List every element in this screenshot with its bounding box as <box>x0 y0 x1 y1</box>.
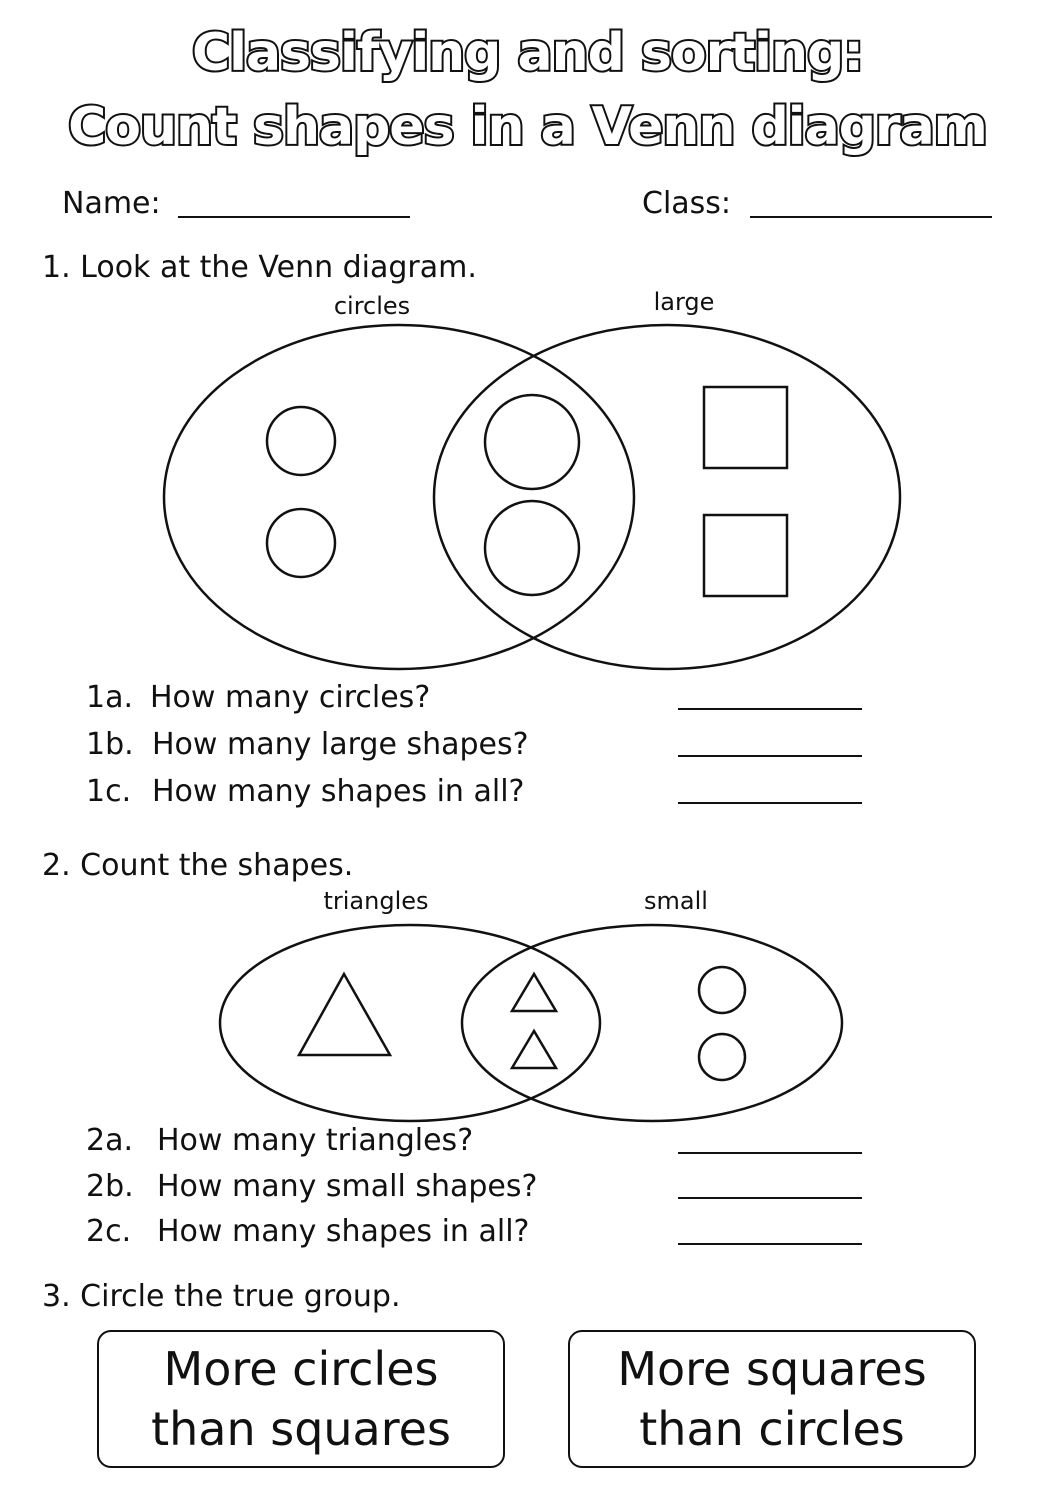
option-a-line1: More circles <box>163 1342 439 1396</box>
venn1-right-set-label: large <box>653 288 715 316</box>
name-label: Name: <box>62 186 161 221</box>
q3-prompt: 3. Circle the true group. <box>42 1279 401 1314</box>
q1b-number: 1b. <box>86 727 134 762</box>
q2a-text: How many triangles? <box>157 1123 474 1158</box>
venn1-large-set <box>434 325 900 669</box>
class-label: Class: <box>642 186 732 221</box>
q2c-number: 2c. <box>86 1214 132 1249</box>
venn2-small-triangle <box>512 974 556 1011</box>
q1a-text: How many circles? <box>150 680 431 715</box>
venn1-small-circle <box>267 509 335 577</box>
venn2-small-set <box>462 925 842 1121</box>
option-b-line2: than circles <box>639 1402 905 1456</box>
q2b-answer-line[interactable] <box>678 1197 862 1199</box>
q2b-number: 2b. <box>86 1169 134 1204</box>
worksheet-title-line2: Count shapes in a Venn diagram <box>68 97 987 157</box>
q1c-text: How many shapes in all? <box>152 774 525 809</box>
q2a-number: 2a. <box>86 1123 134 1158</box>
q2c-answer-line[interactable] <box>678 1243 862 1245</box>
q1c-number: 1c. <box>86 774 132 809</box>
venn2-left-set-label: triangles <box>323 887 429 915</box>
q1a-number: 1a. <box>86 680 134 715</box>
q1-prompt: 1. Look at the Venn diagram. <box>42 250 477 285</box>
venn2-small-circle <box>699 1034 745 1080</box>
q2a-answer-line[interactable] <box>678 1152 862 1154</box>
venn1-large-square <box>704 387 787 468</box>
option-more-squares-box[interactable] <box>568 1330 976 1468</box>
q2-prompt: 2. Count the shapes. <box>42 848 354 883</box>
venn1-large-square <box>704 515 787 596</box>
venn2-large-triangle <box>299 974 390 1055</box>
venn1-small-circle <box>267 407 335 475</box>
venn1-circles-set <box>164 325 634 669</box>
venn2-small-circle <box>699 967 745 1013</box>
option-b-line1: More squares <box>617 1342 927 1396</box>
venn1-left-set-label: circles <box>333 292 411 320</box>
option-more-circles-box[interactable] <box>97 1330 505 1468</box>
q2b-text: How many small shapes? <box>157 1169 538 1204</box>
q1b-text: How many large shapes? <box>152 727 529 762</box>
venn1-large-circle <box>485 395 579 489</box>
q1c-answer-line[interactable] <box>678 802 862 804</box>
option-a-line2: than squares <box>151 1402 451 1456</box>
venn2-triangles-set <box>220 925 600 1121</box>
worksheet-title-line1: Classifying and sorting: <box>192 23 863 83</box>
venn1-large-circle <box>485 501 579 595</box>
venn2-right-set-label: small <box>644 887 708 915</box>
venn2-small-triangle <box>512 1031 556 1068</box>
q1a-answer-line[interactable] <box>678 708 862 710</box>
q1b-answer-line[interactable] <box>678 755 862 757</box>
q2c-text: How many shapes in all? <box>157 1214 530 1249</box>
